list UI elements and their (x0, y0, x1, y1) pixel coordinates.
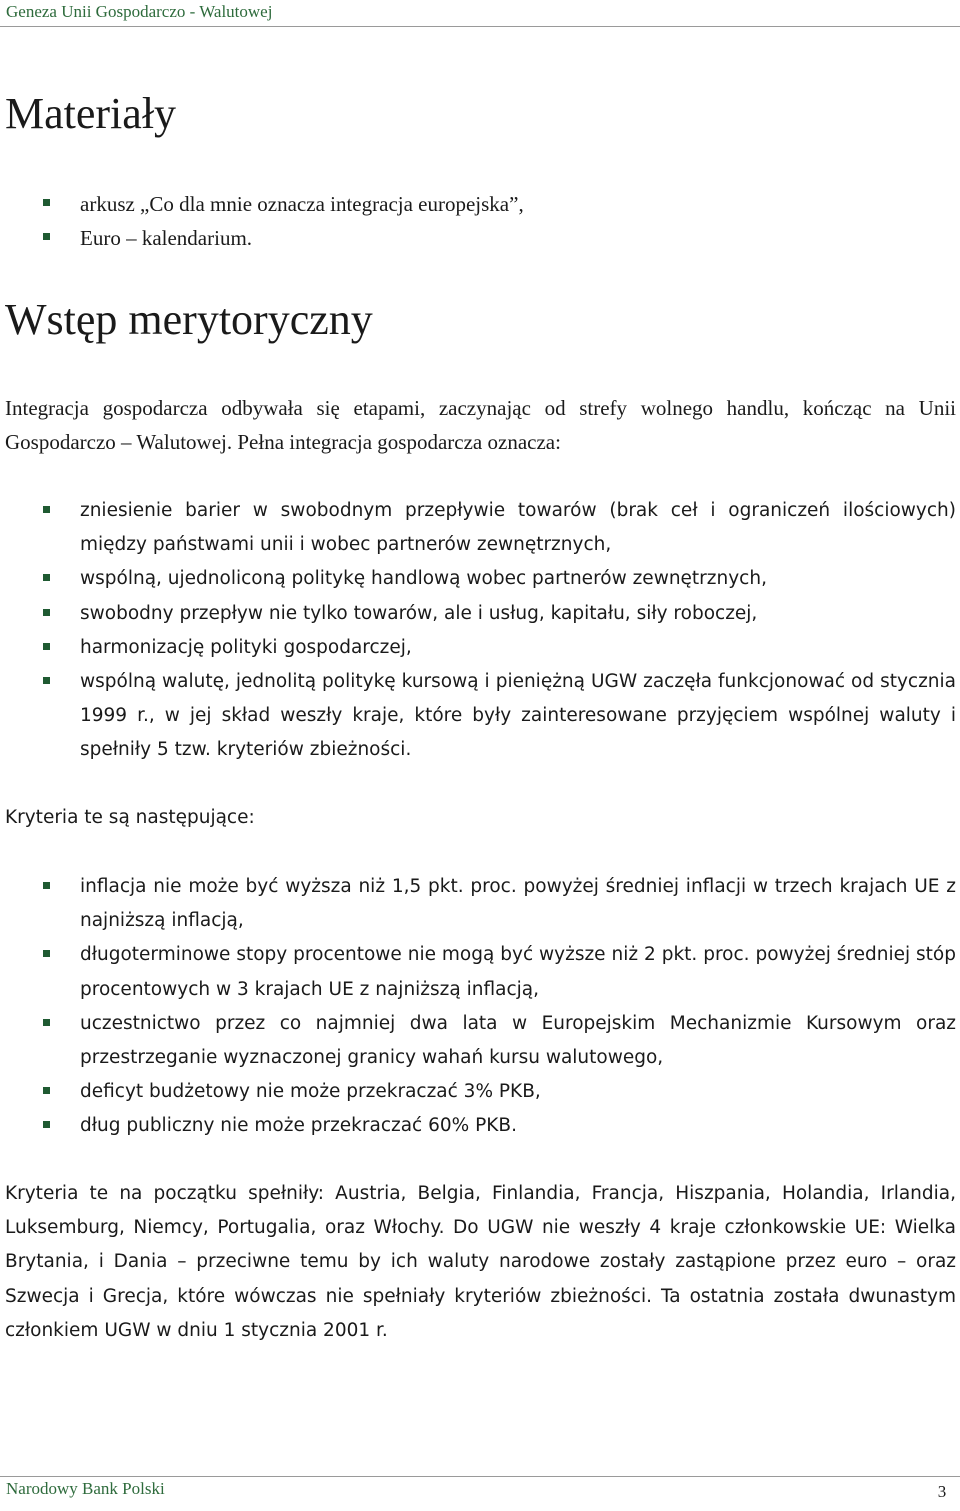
intro-heading: Wstęp merytoryczny (5, 295, 373, 344)
list-item: inflacja nie może być wyższa niż 1,5 pkt. proc. powyżej średniej inflacji w trzech krajach UE z najniższą inflacją, (0, 870, 960, 938)
list-item: zniesienie barier w swobodnym przepływie towarów (brak ceł i ograniczeń ilościowych) między państwami unii i wobec partnerów zewnętrznych, (0, 494, 960, 562)
materials-heading: Materiały (5, 89, 177, 138)
list-item: deficyt budżetowy nie może przekraczać 3% PKB, (0, 1075, 960, 1109)
list-item: długoterminowe stopy procentowe nie mogą być wyższe niż 2 pkt. proc. powyżej średniej stóp procentowych w 3 krajach UE z najniższą inflacją, (0, 938, 960, 1006)
footer-publisher: Narodowy Bank Polski (6, 1479, 165, 1498)
document-title: Geneza Unii Gospodarczo - Walutowej (6, 2, 273, 21)
footer-divider (0, 1476, 960, 1477)
list-item: uczestnictwo przez co najmniej dwa lata w Europejskim Mechanizmie Kursowym oraz przestrzeganie wyznaczonej granicy wahań kursu walutowego, (0, 1007, 960, 1075)
list-item: arkusz „Co dla mnie oznacza integracja europejska”, (0, 187, 960, 221)
list-item: harmonizację polityki gospodarczej, (0, 631, 960, 665)
list-item: dług publiczny nie może przekraczać 60% PKB. (0, 1109, 960, 1143)
page-number: 3 (937, 1482, 947, 1501)
list-item: swobodny przepływ nie tylko towarów, ale i usług, kapitału, siły roboczej, (0, 597, 960, 631)
convergence-criteria-list (0, 870, 960, 1144)
integration-features-list (0, 494, 960, 768)
list-item: Euro – kalendarium. (0, 221, 960, 255)
page-header (0, 0, 960, 27)
criteria-intro: Kryteria te są następujące: (5, 807, 255, 828)
list-item: wspólną, ujednoliconą politykę handlową wobec partnerów zewnętrznych, (0, 562, 960, 596)
closing-paragraph: Kryteria te na początku spełniły: Austria, Belgia, Finlandia, Francja, Hiszpania, Holandia, Irlandia, Luksemburg, Niemcy, Portugalia, oraz Włochy. Do UGW nie weszły 4 kraje członkowskie UE: Wielka Brytania, i Dania – przeciwne temu by ich waluty narodowe zostały zastąpione przez euro – oraz Szwecja i Grecja, które wówczas nie spełniały kryteriów zbieżności. Ta ostatnia została dwunastym członkiem UGW w dniu 1 stycznia 2001 r. (5, 1183, 956, 1341)
list-item: wspólną walutę, jednolitą politykę kursową i pieniężną UGW zaczęła funkcjonować od stycznia 1999 r., w jej skład weszły kraje, które były zainteresowane przyjęciem wspólnej waluty i spełniły 5 tzw. kryteriów zbieżności. (0, 665, 960, 768)
intro-paragraph: Integracja gospodarcza odbywała się etapami, zaczynając od strefy wolnego handlu, kończąc na Unii Gospodarczo – Walutowej. Pełna integracja gospodarcza oznacza: (5, 396, 956, 454)
materials-list (0, 187, 960, 255)
